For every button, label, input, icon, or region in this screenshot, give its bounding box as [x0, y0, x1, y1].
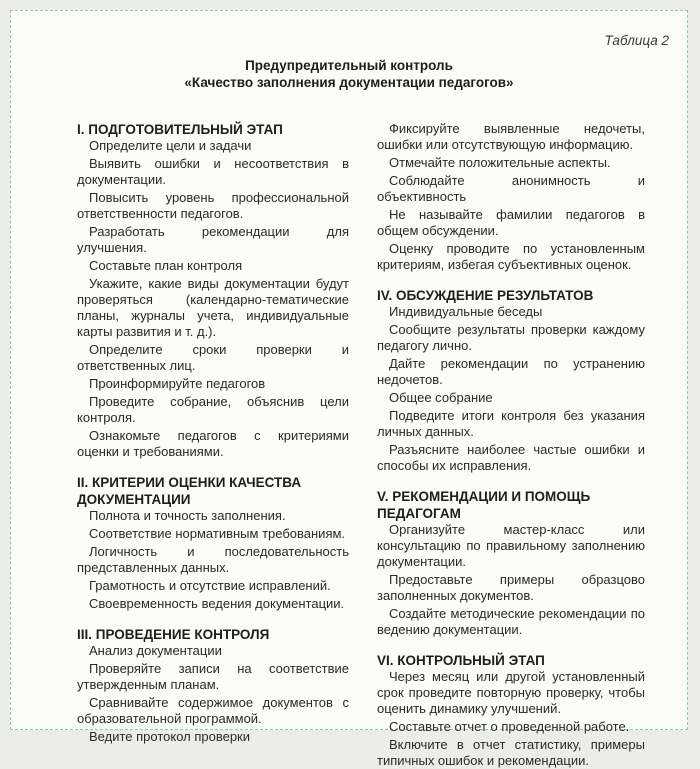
section-heading-preparatory: I. ПОДГОТОВИТЕЛЬНЫЙ ЭТАП — [77, 122, 283, 137]
paragraph: Определите сроки проверки и ответственных лиц. — [77, 342, 349, 373]
paragraph: Составьте отчет о проведенной работе. — [389, 719, 630, 734]
paragraph: Создайте методические рекомендации по ведению документации. — [377, 606, 645, 637]
paragraph: Предоставьте примеры образцово заполненных документов. — [377, 572, 645, 603]
paragraph: Оценку проводите по установленным критериям, избегая субъективных оценок. — [377, 241, 645, 272]
section-heading-final: VI. КОНТРОЛЬНЫЙ ЭТАП — [377, 653, 545, 668]
paragraph: Не называйте фамилии педагогов в общем обсуждении. — [377, 207, 645, 238]
paragraph: Проинформируйте педагогов — [89, 376, 266, 391]
paragraph: Анализ документации — [89, 643, 222, 658]
section-heading-discussion: IV. ОБСУЖДЕНИЕ РЕЗУЛЬТАТОВ — [377, 288, 594, 303]
right-column — [377, 121, 645, 769]
paragraph: Полнота и точность заполнения. — [89, 508, 286, 523]
section-heading-control: III. ПРОВЕДЕНИЕ КОНТРОЛЯ — [77, 627, 270, 642]
paragraph: Логичность и последовательность представленных данных. — [77, 544, 349, 575]
paragraph: Повысить уровень профессиональной ответственности педагогов. — [77, 190, 349, 221]
paragraph: Грамотность и отсутствие исправлений. — [89, 578, 331, 593]
paragraph: Включите в отчет статистику, примеры типичных ошибок и рекомендации. — [377, 737, 645, 768]
table-label: Таблица 2 — [604, 33, 669, 48]
paragraph: Ознакомьте педагогов с критериями оценки и требованиями. — [77, 428, 349, 459]
paragraph: Проведите собрание, объяснив цели контроля. — [77, 394, 349, 425]
paragraph: Разработать рекомендации для улучшения. — [77, 224, 349, 255]
section-heading-criteria: II. КРИТЕРИИ ОЦЕНКИ КАЧЕСТВА ДОКУМЕНТАЦИИ — [77, 475, 302, 507]
document-page — [10, 10, 688, 768]
section-body-preparatory — [77, 138, 349, 460]
paragraph: Подведите итоги контроля без указания личных данных. — [377, 408, 645, 439]
section-body-discussion — [377, 304, 645, 474]
title-line-1: Предупредительный контроль — [245, 58, 453, 73]
section-body-control — [77, 643, 349, 745]
left-column — [77, 121, 349, 745]
paragraph: Дайте рекомендации по устранению недочетов. — [377, 356, 645, 387]
paragraph: Выявить ошибки и несоответствия в документации. — [77, 156, 349, 187]
paragraph: Разъясните наиболее частые ошибки и способы их исправления. — [377, 442, 645, 473]
section-body-recommendations — [377, 522, 645, 638]
section-body-criteria — [77, 508, 349, 612]
paragraph: Своевременность ведения документации. — [89, 596, 345, 611]
paragraph: Определите цели и задачи — [89, 138, 252, 153]
section-heading-recommendations: V. РЕКОМЕНДАЦИИ И ПОМОЩЬ ПЕДАГОГАМ — [377, 489, 591, 521]
paragraph: Через месяц или другой установленный срок проведите повторную проверку, чтобы оценить динамику улучшений. — [377, 669, 645, 716]
paragraph: Составьте план контроля — [89, 258, 243, 273]
paragraph: Фиксируйте выявленные недочеты, ошибки или отсутствующую информацию. — [377, 121, 645, 152]
paragraph: Соответствие нормативным требованиям. — [89, 526, 346, 541]
paragraph: Сравнивайте содержимое документов с образовательной программой. — [77, 695, 349, 726]
paragraph: Ведите протокол проверки — [89, 729, 251, 744]
paragraph: Сообщите результаты проверки каждому педагогу лично. — [377, 322, 645, 353]
paragraph: Отмечайте положительные аспекты. — [389, 155, 611, 170]
title-line-2: «Качество заполнения документации педагогов» — [184, 75, 514, 90]
paragraph: Соблюдайте анонимность и объективность — [377, 173, 645, 204]
section-body-control-continued — [377, 121, 645, 273]
paragraph: Укажите, какие виды документации будут проверяться (календарно-тематические планы, журналы учета, индивидуальные карты развития и т. д.). — [77, 276, 349, 339]
paragraph: Индивидуальные беседы — [389, 304, 543, 319]
paragraph: Общее собрание — [389, 390, 493, 405]
paragraph: Организуйте мастер-класс или консультацию по правильному заполнению документации. — [377, 522, 645, 569]
document-title — [11, 57, 687, 91]
section-body-final — [377, 669, 645, 769]
paragraph: Проверяйте записи на соответствие утвержденным планам. — [77, 661, 349, 692]
